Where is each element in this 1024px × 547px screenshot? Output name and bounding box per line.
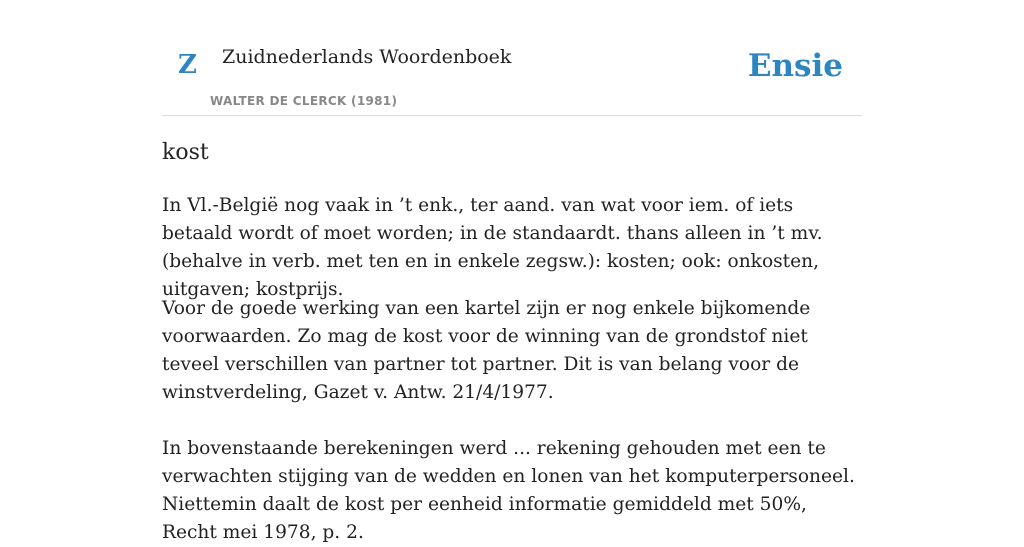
header	[162, 0, 862, 116]
page-container	[162, 0, 862, 543]
ensie-logo[interactable]: Ensie	[747, 48, 843, 84]
entry-example: Voor de goede werking van een kartel zijn er nog enkele bijkomende voorwaarden. Zo mag de kost voor de winning van de grondstof niet teveel verschillen van partner tot partner. Dit is van belang voor de winstverdeling, Gazet v. Antw. 21/4/1977.	[162, 298, 811, 403]
dictionary-author: WALTER DE CLERCK (1981)	[210, 94, 398, 108]
entry-headword: kost	[162, 140, 209, 165]
entry-definition: In Vl.-België nog vaak in ’t enk., ter aand. van wat voor iem. of iets betaald wordt of moet worden; in de standaardt. thans alleen in ’t mv. (behalve in verb. met ten en in enkele zegsw.): kosten; ook: onkosten, uitgaven; kostprijs.	[162, 195, 823, 300]
dictionary-title[interactable]: Zuidnederlands Woordenboek	[222, 46, 512, 68]
entry-example: In bovenstaande berekeningen werd ... rekening gehouden met een te verwachten stijging van de wedden en lonen van het komputerpersoneel. Niettemin daalt de kost per eenheid informatie gemiddeld met 50%, Recht mei 1978, p. 2.	[162, 438, 855, 543]
dictionary-logo-icon[interactable]: Z	[178, 50, 197, 80]
